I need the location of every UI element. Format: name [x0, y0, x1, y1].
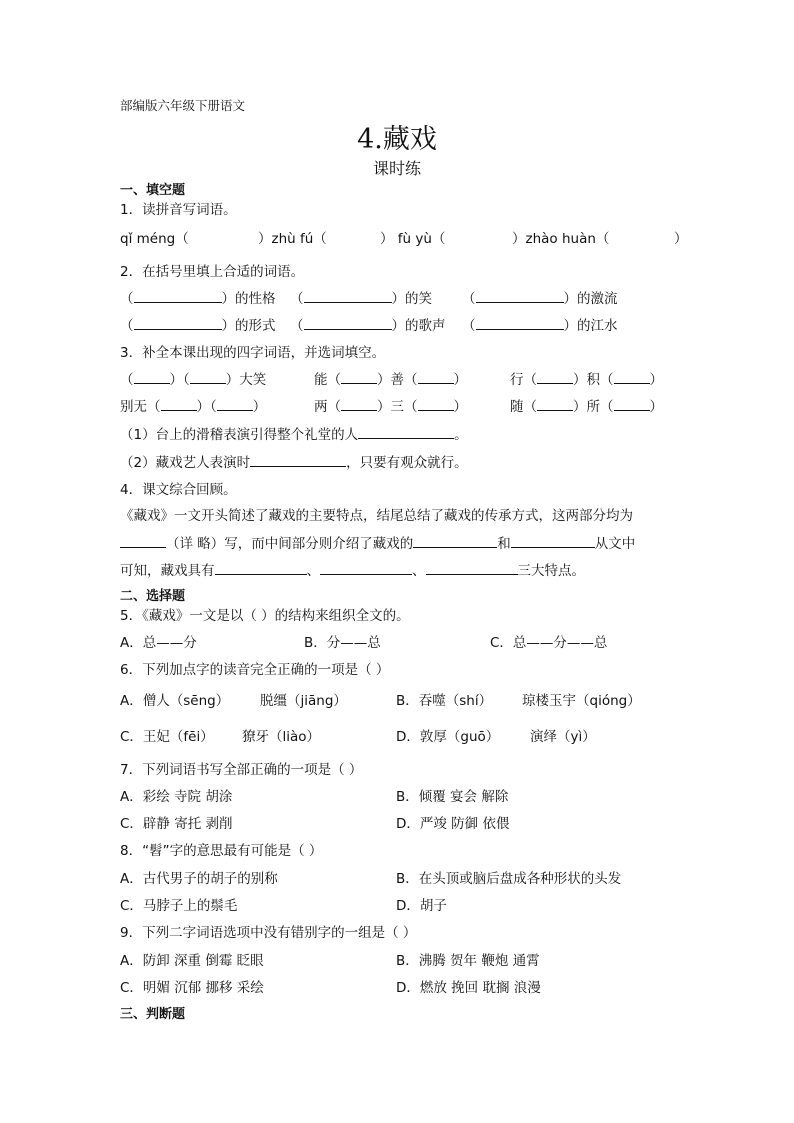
blank[interactable] [304, 290, 392, 303]
q3-row-1: （ ）（ ）大笑 能（ ）善（ ） 行（ ）积（ ） [120, 372, 663, 388]
q4-line-1: 《藏戏》一文开头简述了藏戏的主要特点，结尾总结了藏戏的传承方式，这两部分均为 [120, 508, 633, 524]
q1-item-1: qǐ méng（ [120, 231, 189, 247]
q7-option-a[interactable]: A．彩绘 寺院 胡涂 [120, 789, 233, 805]
q9-row-2 [120, 976, 660, 996]
section-judge-heading: 三、判断题 [120, 1007, 186, 1022]
q7-option-c[interactable]: C．辟静 寄托 剥削 [120, 816, 233, 832]
q9-row-1 [120, 949, 660, 969]
section-fill-heading: 一、填空题 [120, 183, 186, 198]
blank[interactable] [120, 535, 166, 548]
q8-option-d[interactable]: D．胡子 [396, 898, 447, 914]
section-choice-heading: 二、选择题 [120, 589, 186, 604]
blank[interactable] [511, 535, 595, 548]
blank[interactable] [341, 398, 377, 411]
q7-row-1 [120, 785, 660, 805]
blank[interactable] [476, 290, 564, 303]
blank[interactable] [537, 398, 573, 411]
q3-sentence-2: （2）藏戏艺人表演时 ，只要有观众就行。 [120, 455, 468, 471]
q9-option-a[interactable]: A．防卸 深重 倒霉 眨眼 [120, 953, 264, 969]
blank[interactable] [426, 562, 518, 575]
q4-line-2: （详 略）写，而中间部分则介绍了藏戏的 和 从文中 [120, 532, 635, 552]
q2-stem: 2．在括号里填上合适的词语。 [120, 264, 305, 280]
q1-item-5: ） [674, 231, 688, 247]
q6-option-d-1[interactable]: D．敦厚（guō） [396, 729, 500, 745]
lesson-subtitle: 课时练 [372, 159, 421, 178]
q3-stem: 3．补全本课出现的四字词语，并选词填空。 [120, 345, 386, 361]
q1-item-3: ） fù yù（ [380, 231, 446, 247]
q5-stem: 5．《藏戏》一文是以（ ）的结构来组织全文的。 [120, 608, 410, 624]
blank[interactable] [418, 398, 454, 411]
blank[interactable] [134, 371, 170, 384]
blank[interactable] [215, 562, 307, 575]
q3-row-2: 别无（ ）（ ） 两（ ）三（ ） 随（ ）所（ ） [120, 399, 663, 415]
blank[interactable] [476, 317, 564, 330]
blank[interactable] [614, 371, 650, 384]
q1-item-2: ）zhù fú（ [258, 231, 327, 247]
q9-stem: 9．下列二字词语选项中没有错别字的一组是（ ） [120, 925, 417, 941]
q6-stem: 6．下列加点字的读音完全正确的一项是（ ） [120, 662, 390, 678]
q6-option-c-1[interactable]: C．王妃（fēi） [120, 729, 214, 745]
q8-option-c[interactable]: C．马脖子上的鬃毛 [120, 898, 238, 914]
blank[interactable] [304, 317, 392, 330]
q1-stem: 1．读拼音写词语。 [120, 202, 237, 218]
q9-option-b[interactable]: B．沸腾 贺年 鞭炮 通霄 [396, 953, 540, 969]
q7-row-2 [120, 812, 660, 832]
q8-row-2 [120, 894, 660, 914]
q9-option-c[interactable]: C．明媚 沉郁 挪移 采绘 [120, 980, 264, 996]
q7-option-b[interactable]: B．倾覆 宴会 解除 [396, 789, 509, 805]
q6-option-a-2: 脱缰（jiāng） [260, 693, 347, 709]
q6-option-b-1[interactable]: B．吞噬（shí） [396, 693, 493, 709]
blank[interactable] [537, 371, 573, 384]
course-header: 部编版六年级下册语文 [120, 98, 246, 113]
q8-option-b[interactable]: B．在头顶或脑后盘成各种形状的头发 [396, 871, 622, 887]
q5-option-a[interactable]: A．总——分 [120, 635, 197, 651]
blank[interactable] [217, 398, 253, 411]
blank[interactable] [161, 398, 197, 411]
blank[interactable] [250, 454, 346, 467]
q6-row-2 [120, 725, 660, 745]
q6-option-c-2: 獠牙（liào） [242, 729, 321, 745]
q4-line-3: 可知，藏戏具有 、 、 三大特点。 [120, 563, 585, 579]
q6-option-d-2: 演绎（yì） [530, 729, 596, 745]
q3-sentence-1: （1）台上的滑稽表演引得整个礼堂的人 。 [120, 427, 468, 443]
blank[interactable] [134, 290, 222, 303]
q2-row-1: （ ）的性格 （ ）的笑 （ ）的激流 [120, 291, 618, 307]
q7-option-d[interactable]: D．严竣 防御 依偎 [396, 816, 510, 832]
q6-option-b-2: 琼楼玉宇（qióng） [522, 693, 641, 709]
q6-row-1 [120, 689, 660, 709]
q9-option-d[interactable]: D．燃放 挽回 耽搁 浪漫 [396, 980, 541, 996]
q7-stem: 7．下列词语书写全部正确的一项是（ ） [120, 762, 363, 778]
q6-option-a-1[interactable]: A．僧人（sēng） [120, 693, 230, 709]
blank[interactable] [413, 535, 497, 548]
blank[interactable] [190, 371, 226, 384]
q5-options [120, 631, 620, 651]
q5-option-c[interactable]: C．总——分——总 [490, 635, 608, 651]
q4-stem: 4．课文综合回顾。 [120, 482, 237, 498]
blank[interactable] [614, 398, 650, 411]
q8-row-1 [120, 867, 660, 887]
blank[interactable] [418, 371, 454, 384]
blank[interactable] [341, 371, 377, 384]
q1-pinyin-row [120, 227, 690, 247]
blank[interactable] [134, 317, 222, 330]
lesson-title: 4.藏戏 [357, 124, 437, 155]
blank[interactable] [320, 562, 412, 575]
q8-option-a[interactable]: A．古代男子的胡子的别称 [120, 871, 278, 887]
q5-option-b[interactable]: B．分——总 [304, 635, 381, 651]
q1-item-4: ）zhào huàn（ [512, 231, 610, 247]
blank[interactable] [358, 426, 454, 439]
q8-stem: 8．“髫”字的意思最有可能是（ ） [120, 843, 323, 859]
q2-row-2: （ ）的形式 （ ）的歌声 （ ）的江水 [120, 318, 618, 334]
